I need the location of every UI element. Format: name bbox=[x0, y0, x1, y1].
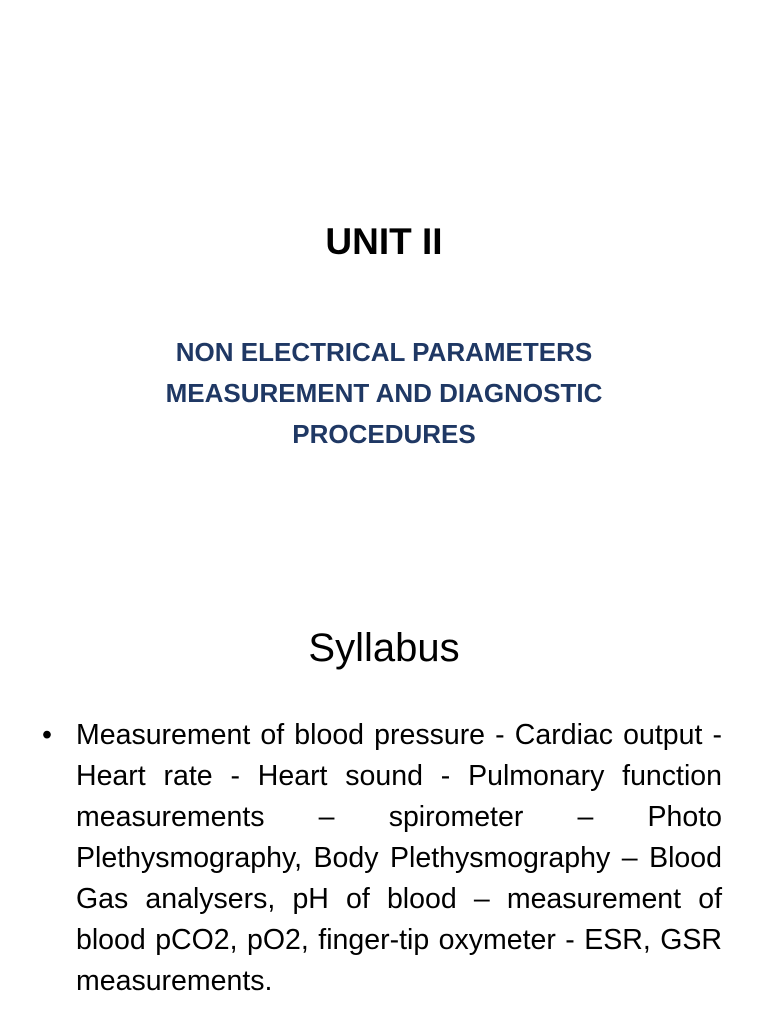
unit-subtitle bbox=[120, 332, 648, 455]
syllabus-heading: Syllabus bbox=[308, 626, 460, 670]
subtitle-line: MEASUREMENT AND DIAGNOSTIC bbox=[165, 378, 603, 408]
subtitle-line: NON ELECTRICAL PARAMETERS bbox=[175, 337, 593, 367]
syllabus-bullet-list bbox=[40, 715, 722, 1002]
bullet-text: Measurement of blood pressure - Cardiac output - Heart rate - Heart sound - Pulmonary function measurements – spirometer – Photo Plethysmography, Body Plethysmography – Blood Gas analysers, pH of blood – measurement of blood pCO2, pO2, finger-tip oxymeter - ESR, GSR measurements. bbox=[76, 719, 722, 997]
bullet-icon: • bbox=[42, 719, 52, 751]
subtitle-line: PROCEDURES bbox=[292, 419, 476, 449]
list-item bbox=[40, 715, 722, 1002]
unit-title: UNIT II bbox=[325, 221, 443, 262]
